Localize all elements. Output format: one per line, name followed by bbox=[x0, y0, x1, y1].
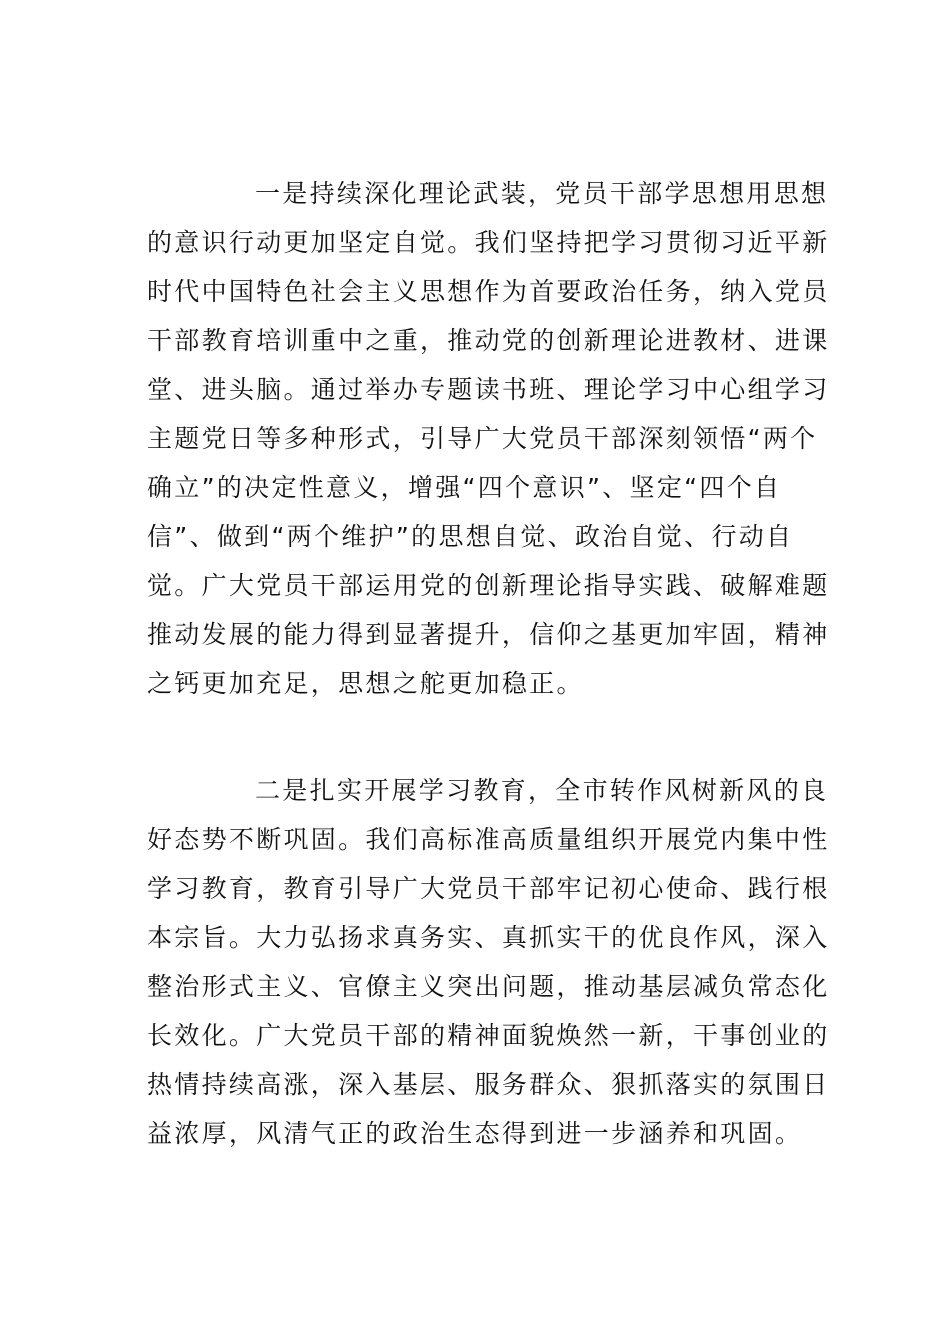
text-line: 本宗旨。大力弘扬求真务实、真抓实干的优良作风，深入 bbox=[147, 923, 830, 952]
text-line: 信”、做到“两个维护”的思想自觉、政治自觉、行动自 bbox=[147, 522, 794, 551]
paragraph-2 bbox=[147, 766, 830, 1158]
text-line: 热情持续高涨，深入基层、服务群众、狠抓落实的氛围日 bbox=[147, 1070, 830, 1099]
text-line: 长效化。广大党员干部的精神面貌焕然一新，干事创业的 bbox=[147, 1021, 830, 1050]
text-line: 时代中国特色社会主义思想作为首要政治任务，纳入党员 bbox=[147, 277, 830, 306]
text-line: 堂、进头脑。通过举办专题读书班、理论学习中心组学习 bbox=[147, 375, 830, 404]
text-line: 觉。广大党员干部运用党的创新理论指导实践、破解难题 bbox=[147, 571, 830, 600]
text-line: 的意识行动更加坚定自觉。我们坚持把学习贯彻习近平新 bbox=[147, 228, 830, 257]
text-line: 确立”的决定性意义，增强“四个意识”、坚定“四个自 bbox=[147, 473, 782, 502]
text-line: 之钙更加充足，思想之舵更加稳正。 bbox=[147, 669, 584, 698]
paragraph-1 bbox=[147, 169, 830, 708]
text-line: 学习教育，教育引导广大党员干部牢记初心使命、践行根 bbox=[147, 874, 830, 903]
text-line: 二是扎实开展学习教育，全市转作风树新风的良 bbox=[255, 776, 829, 805]
text-line: 益浓厚，风清气正的政治生态得到进一步涵养和巩固。 bbox=[147, 1119, 803, 1148]
text-line: 推动发展的能力得到显著提升，信仰之基更加牢固，精神 bbox=[147, 620, 830, 649]
document-page bbox=[147, 169, 830, 1158]
text-line: 整治形式主义、官僚主义突出问题，推动基层减负常态化 bbox=[147, 972, 830, 1001]
text-line: 干部教育培训重中之重，推动党的创新理论进教材、进课 bbox=[147, 326, 830, 355]
text-line: 主题党日等多种形式，引导广大党员干部深刻领悟“两个 bbox=[147, 424, 818, 453]
text-line: 好态势不断巩固。我们高标准高质量组织开展党内集中性 bbox=[147, 825, 830, 854]
text-line: 一是持续深化理论武装，党员干部学思想用思想 bbox=[255, 179, 829, 208]
